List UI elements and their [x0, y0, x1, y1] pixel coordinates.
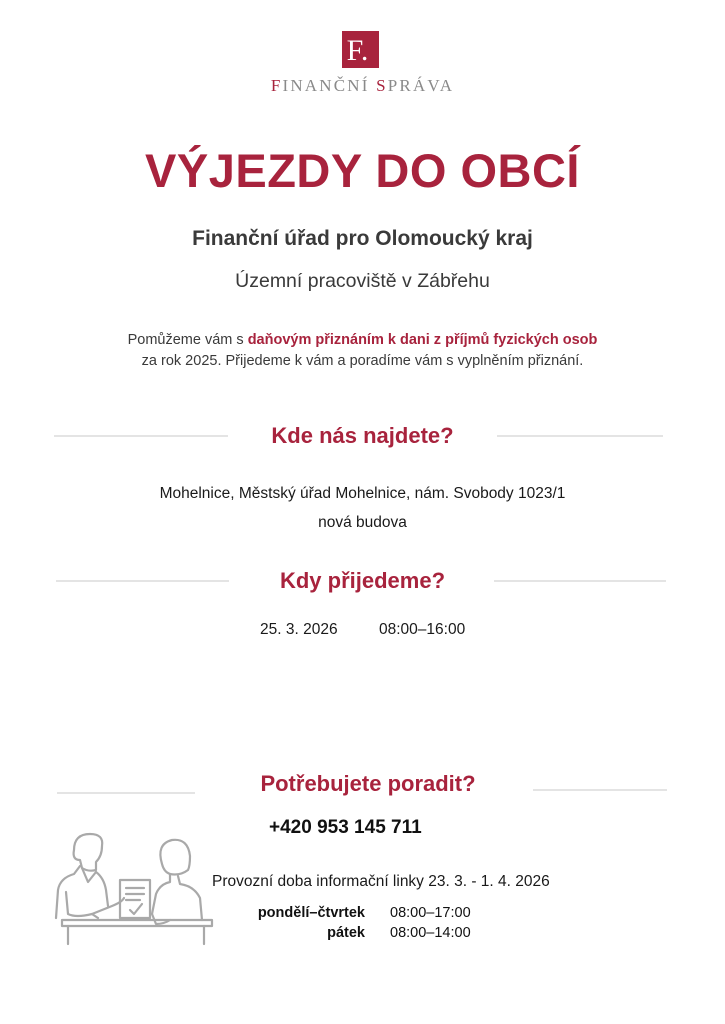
intro-line-2: za rok 2025. Přijedeme k vám a poradíme vám s vyplněním přiznání. — [141, 353, 584, 369]
hours-days: pátek — [327, 925, 365, 941]
office-name: Finanční úřad pro Olomoucký kraj — [192, 227, 533, 250]
logo-mark — [342, 31, 379, 68]
intro-line-1 — [0, 330, 725, 351]
hours-time: 08:00–17:00 — [390, 905, 471, 921]
hotline-info: Provozní doba informační linky 23. 3. - 1. 4. 2026 — [212, 873, 550, 890]
page-title: VÝJEZDY DO OBCÍ — [145, 144, 580, 197]
building: nová budova — [318, 514, 407, 531]
intro-prefix: Pomůžeme vám s — [127, 332, 248, 348]
address: Mohelnice, Městský úřad Mohelnice, nám. Svobody 1023/1 — [159, 485, 566, 502]
logo-part: PRÁVA — [387, 76, 455, 95]
hours-time: 08:00–14:00 — [390, 925, 471, 941]
logo-part: F — [270, 76, 283, 95]
logo-letter: F. — [346, 34, 369, 67]
help-heading: Potřebujete poradit? — [260, 771, 476, 796]
logo-wordmark — [0, 76, 725, 96]
logo-part: INANČNÍ — [282, 76, 377, 95]
phone-number[interactable]: +420 953 145 711 — [269, 817, 422, 838]
hours-days: pondělí–čtvrtek — [257, 905, 365, 921]
intro-highlight: daňovým přiznáním k dani z příjmů fyzických osob — [247, 332, 598, 348]
visit-date: 25. 3. 2026 — [260, 621, 338, 638]
visit-time: 08:00–16:00 — [379, 621, 466, 638]
branch-name: Územní pracoviště v Zábřehu — [235, 270, 490, 292]
when-heading: Kdy přijedeme? — [279, 568, 446, 593]
intro-paragraph — [0, 330, 725, 372]
consultation-illustration-icon — [52, 828, 214, 946]
logo-part: S — [376, 76, 388, 95]
where-heading: Kde nás najdete? — [271, 423, 454, 448]
